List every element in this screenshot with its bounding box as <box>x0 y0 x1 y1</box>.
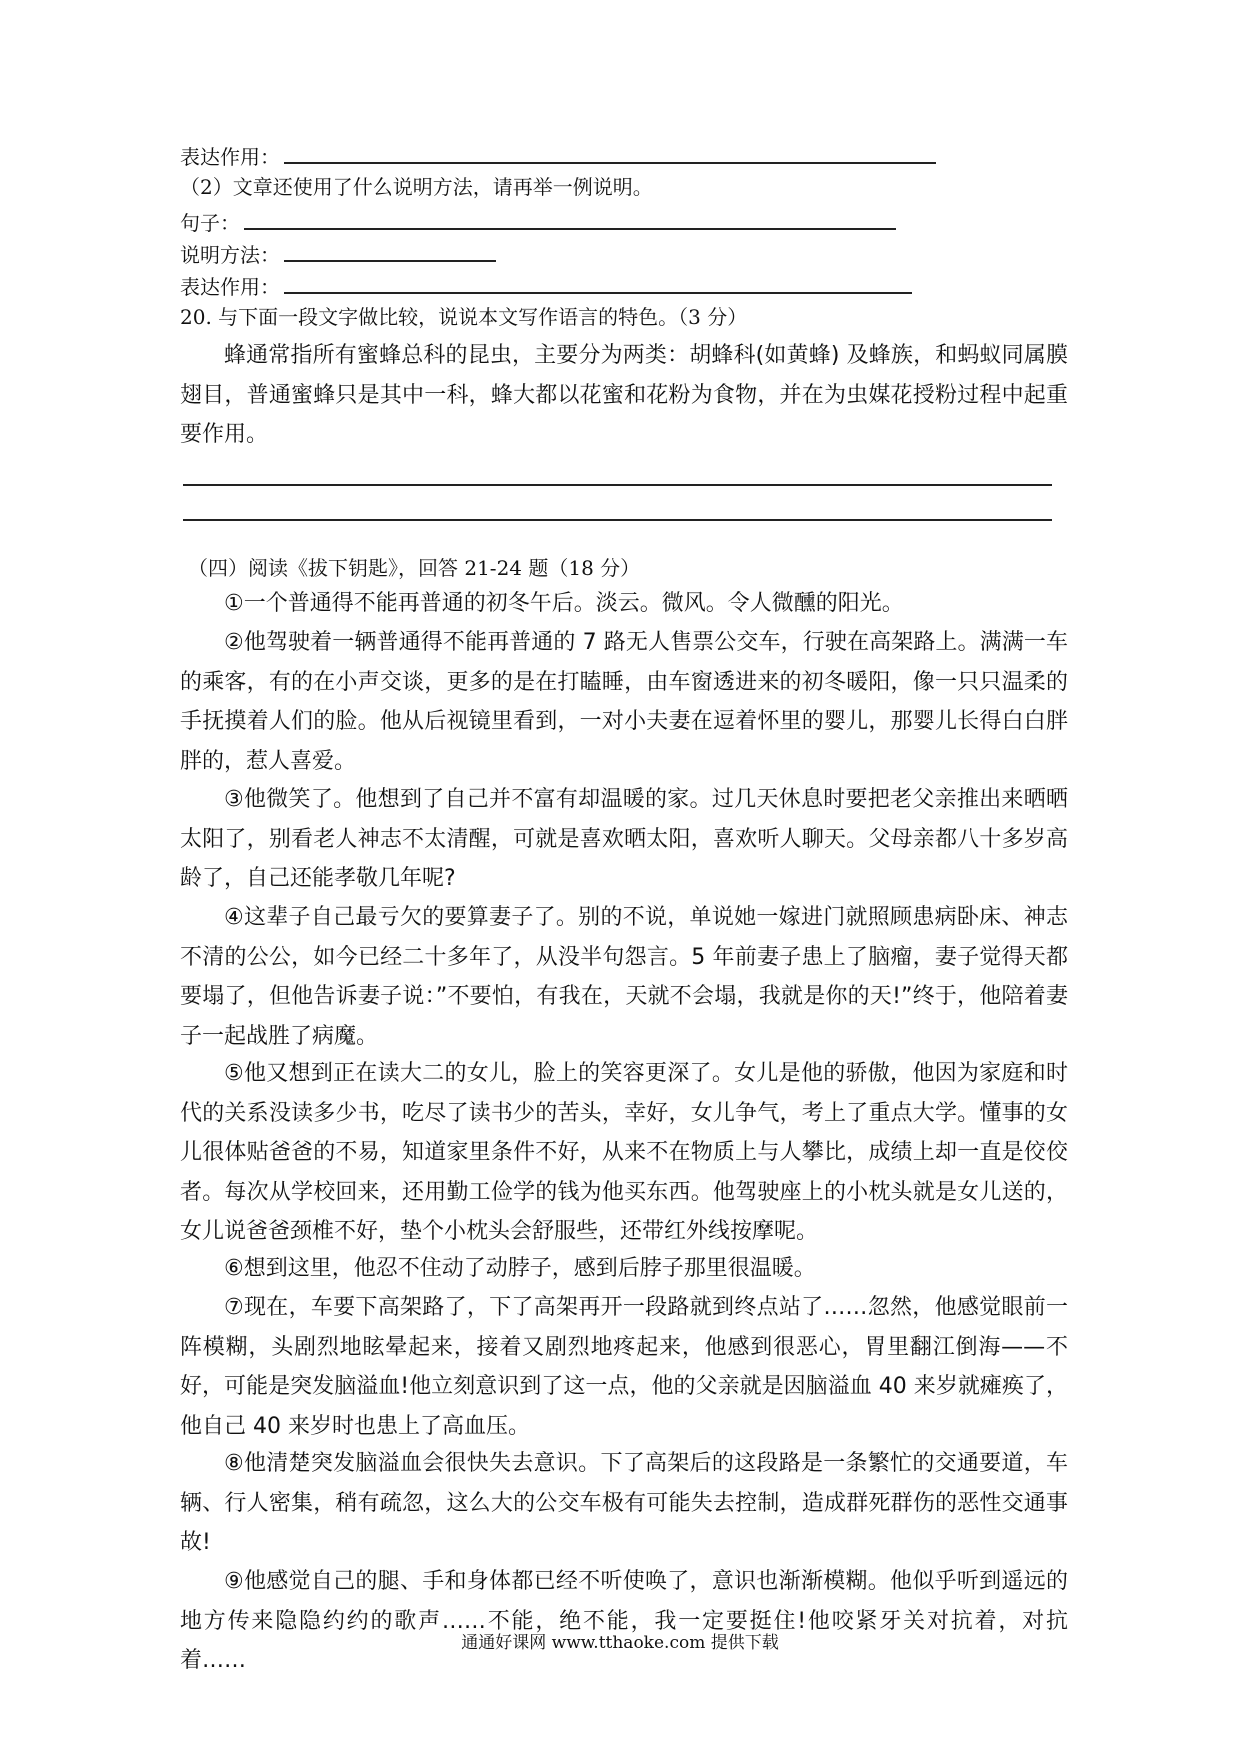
sentence-label: 句子： <box>180 211 240 235</box>
paragraph-9: ⑨他感觉自己的腿、手和身体都已经不听使唤了，意识也渐渐模糊。他似乎听到遥远的地方传来隐隐约约的歌声……不能，绝不能，我一定要挺住!他咬紧牙关对抗着，对抗着…… <box>180 1569 1068 1673</box>
q19-sub2: （2）文章还使用了什么说明方法，请再举一例说明。 <box>180 175 653 199</box>
q19-method-row <box>180 238 496 269</box>
paragraph-2: ②他驾驶着一辆普通得不能再普通的 7 路无人售票公交车，行驶在高架路上。满满一车的乘客，有的在小声交谈，更多的是在打瞌睡，由车窗透进来的初冬暖阳，像一只只温柔的手抚摸着人们的脸。他从后视镜里看到，一对小夫妻在逗着怀里的婴儿，那婴儿长得白白胖胖的，惹人喜爱。 <box>180 630 1068 774</box>
paragraph-8: ⑧他清楚突发脑溢血会很快失去意识。下了高架后的这段路是一条繁忙的交通要道，车辆、行人密集，稍有疏忽，这么大的公交车极有可能失去控制，造成群死群伤的恶性交通事故! <box>180 1451 1068 1555</box>
answer-line[interactable] <box>183 484 1052 486</box>
paragraph-7: ⑦现在，车要下高架路了，下了高架再开一段路就到终点站了……忽然，他感觉眼前一阵模糊，头剧烈地眩晕起来，接着又剧烈地疼起来，他感到很恶心，胃里翻江倒海——不好，可能是突发脑溢血!他立刻意识到了这一点，他的父亲就是因脑溢血 40 来岁就瘫痪了，他自己 40 来岁时也患上了高血压。 <box>180 1295 1068 1439</box>
effect-label: 表达作用： <box>180 275 280 299</box>
answer-blank[interactable] <box>284 270 912 294</box>
answer-blank[interactable] <box>284 140 936 164</box>
paragraph-6: ⑥想到这里，他忍不住动了动脖子，感到后脖子那里很温暖。 <box>224 1256 816 1281</box>
answer-blank[interactable] <box>244 206 896 230</box>
q19-effect-row-1 <box>180 140 936 171</box>
answer-line[interactable] <box>183 519 1052 521</box>
q19-effect-row-2 <box>180 270 912 301</box>
effect-label: 表达作用： <box>180 145 280 169</box>
paragraph-5: ⑤他又想到正在读大二的女儿，脸上的笑容更深了。女儿是他的骄傲，他因为家庭和时代的关系没读多少书，吃尽了读书少的苦头，幸好，女儿争气，考上了重点大学。懂事的女儿很体贴爸爸的不易，知道家里条件不好，从来不在物质上与人攀比，成绩上却一直是佼佼者。每次从学校回来，还用勤工俭学的钱为他买东西。他驾驶座上的小枕头就是女儿送的，女儿说爸爸颈椎不好，垫个小枕头会舒服些，还带红外线按摩呢。 <box>180 1061 1068 1244</box>
q20-question: 20. 与下面一段文字做比较，说说本文写作语言的特色。（3 分） <box>180 305 748 329</box>
method-label: 说明方法： <box>180 243 280 267</box>
footer-credit: 通通好课网 www.tthaoke.com 提供下载 <box>461 1633 779 1653</box>
paragraph-1: ①一个普通得不能再普通的初冬午后。淡云。微风。令人微醺的阳光。 <box>224 591 904 616</box>
q20-passage: 蜂通常指所有蜜蜂总科的昆虫，主要分为两类：胡蜂科(如黄蜂) 及蜂族，和蚂蚁同属膜翅目，普通蜜蜂只是其中一科，蜂大都以花蜜和花粉为食物，并在为虫媒花授粉过程中起重要作用。 <box>180 343 1068 447</box>
paragraph-4: ④这辈子自己最亏欠的要算妻子了。别的不说，单说她一嫁进门就照顾患病卧床、神志不清的公公，如今已经二十多年了，从没半句怨言。5 年前妻子患上了脑瘤，妻子觉得天都要塌了，但他告诉妻子说：”不要怕，有我在，天就不会塌，我就是你的天!”终于，他陪着妻子一起战胜了病魔。 <box>180 905 1068 1049</box>
paragraph-3: ③他微笑了。他想到了自己并不富有却温暖的家。过几天休息时要把老父亲推出来晒晒太阳了，别看老人神志不太清醒，可就是喜欢晒太阳，喜欢听人聊天。父母亲都八十多岁高龄了，自己还能孝敬几年呢? <box>180 787 1068 891</box>
section-heading: （四）阅读《拔下钥匙》，回答 21-24 题（18 分） <box>188 556 641 580</box>
answer-blank[interactable] <box>284 238 496 262</box>
q19-sentence-row <box>180 206 896 237</box>
